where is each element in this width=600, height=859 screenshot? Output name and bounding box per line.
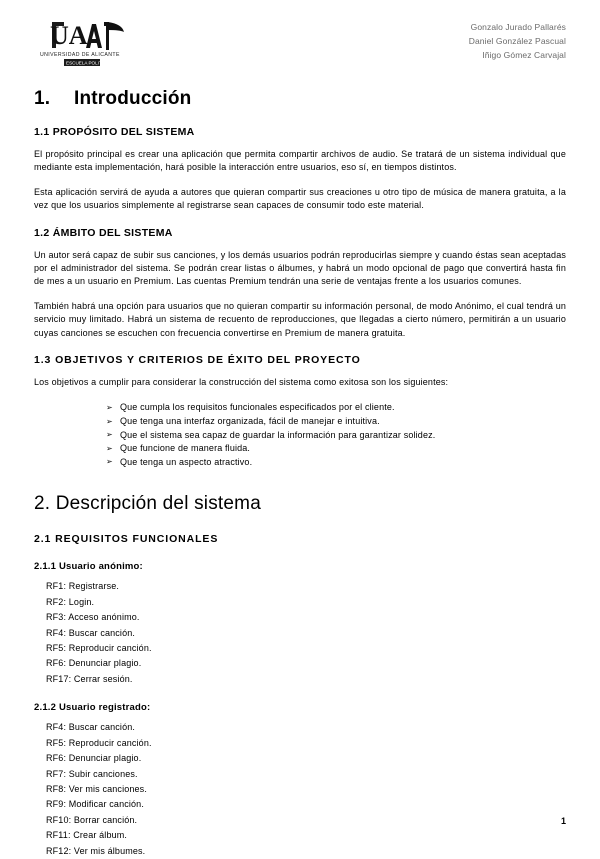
list-item: ➢ Que funcione de manera fluida. <box>106 442 566 456</box>
section-1-2-heading: 1.2 ÁMBITO DEL SISTEMA <box>34 226 173 239</box>
section-1-3-heading: 1.3 OBJETIVOS Y CRITERIOS DE ÉXITO DEL PROYECTO <box>34 354 361 367</box>
list-item: RF10: Borrar canción. <box>46 814 138 825</box>
list-item: RF1: Registrarse. <box>46 581 120 592</box>
list-item: RF11: Crear álbum. <box>46 830 128 841</box>
list-item: RF4: Buscar canción. <box>46 627 136 638</box>
author-2: Daniel González Pascual <box>468 36 566 46</box>
author-list <box>469 18 566 62</box>
section-2-1-heading: 2.1 REQUISITOS FUNCIONALES <box>34 533 219 546</box>
list-item: RF6: Denunciar plagio. <box>46 753 142 764</box>
list-item: RF7: Subir canciones. <box>46 768 138 779</box>
author-3: Iñigo Gómez Carvajal <box>482 50 566 60</box>
subsection-2-1-1-heading: 2.1.1 Usuario anónimo: <box>34 561 143 573</box>
list-item: ➢ Que el sistema sea capaz de guardar la información para garantizar solidez. <box>106 429 566 443</box>
list-item: RF2: Login. <box>46 596 95 607</box>
section-1-2-paragraph-2: También habrá una opción para usuarios que no quieran compartir su información personal, de modo Anónimo, el cual tendrá un servicio muy limitado. Habrá un sistema de recuento de reproducciones, que llegadas a cierto número, permitirán a un usuario cuyas canciones se escuchen con frecuencia convertirse en Premium de manera gratuita. <box>34 300 566 338</box>
section-1-2-paragraph-1: Un autor será capaz de subir sus canciones, y los demás usuarios podrán reproducirlas siempre y cuando éstas sean aceptadas por el administrador del sistema. Se podrán crear listas o álbumes, y habrá un modo opcional de pago que convertirá hasta fin de mes a un usuario en Premium. Las cuentas Premium tendrán una serie de ventajas frente a los usuarios comunes. <box>34 249 566 287</box>
section-1-3-lead: Los objetivos a cumplir para considerar la construcción del sistema como exitosa son los siguientes: <box>34 377 449 388</box>
chapter-1-number: 1. <box>34 88 51 109</box>
author-1: Gonzalo Jurado Pallarés <box>470 22 566 32</box>
subsection-2-1-2-heading: 2.1.2 Usuario registrado: <box>34 702 151 714</box>
requirements-list-anonymous <box>34 579 566 687</box>
page-header <box>34 18 566 74</box>
requirements-list-registered <box>34 720 566 859</box>
list-item: RF17: Cerrar sesión. <box>46 673 133 684</box>
page-number: 1 <box>560 816 566 826</box>
chapter-2-title: 2. Descripción del sistema <box>34 493 261 515</box>
section-1-3 <box>34 354 566 469</box>
list-item: RF12: Ver mis álbumes. <box>46 845 146 856</box>
chapter-1-heading-text: Introducción <box>74 88 192 109</box>
section-1-1-paragraph-1: El propósito principal es crear una aplicación que permita compartir archivos de audio. Se tratará de un sistema individual que mediante esta implementación, hará posible la interacción entre usuarios, eso sí, en tiempos distintos. <box>34 149 566 173</box>
section-1-1-paragraph-2: Esta aplicación servirá de ayuda a autores que quieran compartir sus creaciones u otro tipo de música de manera gratuita, a la vez que los usuarios simplemente al registrarse sean capaces de consumir todo este material. <box>34 186 566 211</box>
list-item: RF8: Ver mis canciones. <box>46 783 147 794</box>
svg-text:UNIVERSIDAD DE ALICANTE: UNIVERSIDAD DE ALICANTE <box>40 52 120 58</box>
list-item: RF3: Acceso anónimo. <box>46 612 140 623</box>
university-logo <box>34 18 144 66</box>
objectives-list <box>34 401 566 469</box>
list-item: RF9: Modificar canción. <box>46 799 144 810</box>
requirements-group-registered <box>34 702 566 859</box>
svg-text:UA: UA <box>50 21 88 50</box>
section-1-1-heading: 1.1 PROPÓSITO DEL SISTEMA <box>34 126 195 138</box>
list-item: RF5: Reproducir canción. <box>46 737 152 748</box>
chapter-1-title <box>34 88 566 110</box>
list-item: RF6: Denunciar plagio. <box>46 658 142 669</box>
list-item: RF4: Buscar canción. <box>46 722 136 733</box>
section-1-1 <box>34 126 566 213</box>
list-item: ➢ Que tenga una interfaz organizada, fácil de manejar e intuitiva. <box>106 415 566 429</box>
list-item: ➢ Que tenga un aspecto atractivo. <box>106 456 566 470</box>
list-item: ➢ Que cumpla los requisitos funcionales especificados por el cliente. <box>106 401 566 415</box>
section-1-2 <box>34 227 566 340</box>
list-item: RF5: Reproducir canción. <box>46 643 152 654</box>
requirements-group-anonymous <box>34 561 566 687</box>
svg-text:ESCUELA POLITÉCNICA: ESCUELA POLITÉCNICA <box>66 60 120 66</box>
